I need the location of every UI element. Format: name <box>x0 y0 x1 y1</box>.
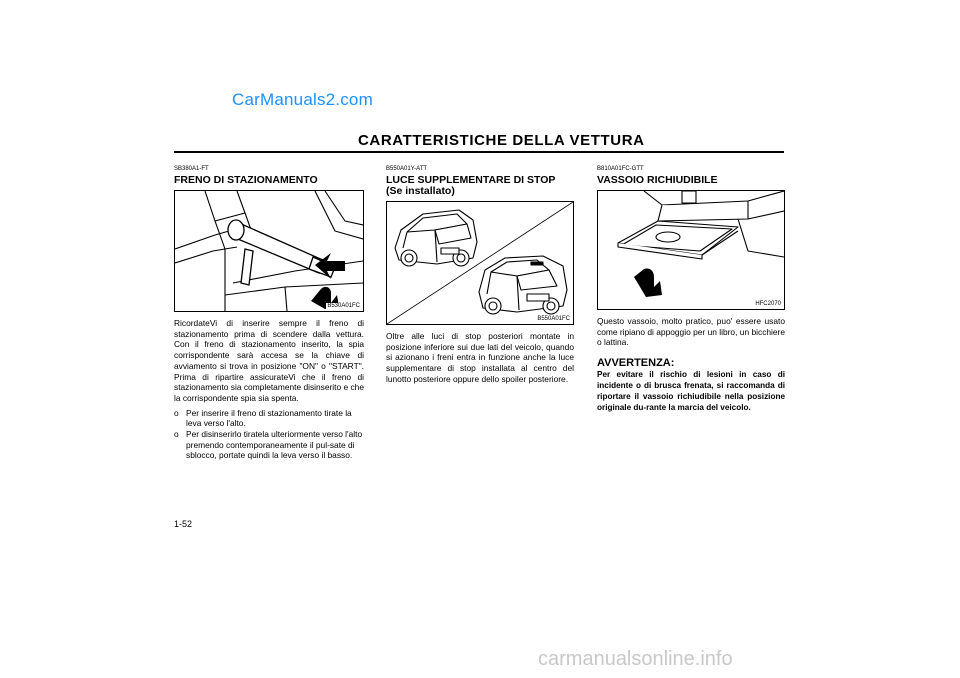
section-code: B810A01FC-GTT <box>597 166 644 172</box>
section-subheading: (Se installato) <box>386 185 455 197</box>
parking-brake-drawing <box>175 191 363 311</box>
list-item-text: Per inserire il freno di stazionamento tirate la leva verso l'alto. <box>186 407 352 429</box>
warning-title: AVVERTENZA: <box>597 357 675 370</box>
tray-illustration <box>597 190 785 310</box>
watermark-bottom[interactable]: carmanualsonline.info <box>538 648 733 670</box>
figure-code: B530A01FC <box>327 303 360 309</box>
section-code: SB380A1-FT <box>174 166 209 172</box>
instruction-list <box>174 408 364 462</box>
figure-code: B550A01FC <box>537 316 570 322</box>
list-item-text: Per disinserirlo tiratela ulteriormente verso l'alto premendo contemporaneamente il pul-sate di sblocco, portate quindi la leva verso il basso. <box>186 429 363 461</box>
bullet-mark: o <box>174 429 179 440</box>
page-title: CARATTERISTICHE DELLA VETTURA <box>358 132 645 149</box>
bullet-mark: o <box>174 407 179 418</box>
title-divider <box>174 151 784 153</box>
section-heading: LUCE SUPPLEMENTARE DI STOP <box>386 174 556 186</box>
section-tray <box>597 166 785 413</box>
hand-icon <box>634 268 662 297</box>
warning-text: Per evitare il rischio di lesioni in caso di incidente o di brusca frenata, si raccomanda di riportare il vassoio richiudibile nella posizione originale du-rante la marcia del veicolo. <box>597 370 785 412</box>
watermark-top[interactable]: CarManuals2.com <box>232 90 373 109</box>
section-parking-brake <box>174 166 364 461</box>
section-heading: VASSOIO RICHIUDIBILE <box>597 174 718 186</box>
section-code: B550A01Y-ATT <box>386 166 428 172</box>
cars-drawing <box>387 202 573 324</box>
section-stop-light <box>386 166 574 385</box>
list-item <box>174 429 364 461</box>
list-item <box>174 408 364 429</box>
tray-drawing <box>598 191 784 309</box>
section-heading: FRENO DI STAZIONAMENTO <box>174 174 318 186</box>
parking-brake-illustration <box>174 190 364 312</box>
section-body: Oltre alle luci di stop posteriori montate in posizione inferiore sui due lati del veicolo, quando si azionano i freni entra in funzione anche la luce supplementare di stop installata al centro del lunotto posteriore oppure dello spoiler posteriore. <box>386 331 574 384</box>
section-body: RicordateVi di inserire sempre il freno di stazionamento prima di scendere dalla vettura. Con il freno di stazionamento inserito, la spia corrispondente sarà accesa se la chiave di avviamento si trova in posizione "ON" o "START". Prima di ripartire assicurateVi che il freno di stazionamento sia completamente disinserito e che la corrispondente spia sia spenta. <box>174 318 364 403</box>
page-number: 1-52 <box>174 519 193 529</box>
figure-code: HFC2070 <box>755 301 781 307</box>
section-body: Questo vassoio, molto pratico, puo' essere usato come ripiano di appoggio per un libro, un bicchiere o lattina. <box>597 316 785 348</box>
stop-light-illustration <box>386 201 574 325</box>
